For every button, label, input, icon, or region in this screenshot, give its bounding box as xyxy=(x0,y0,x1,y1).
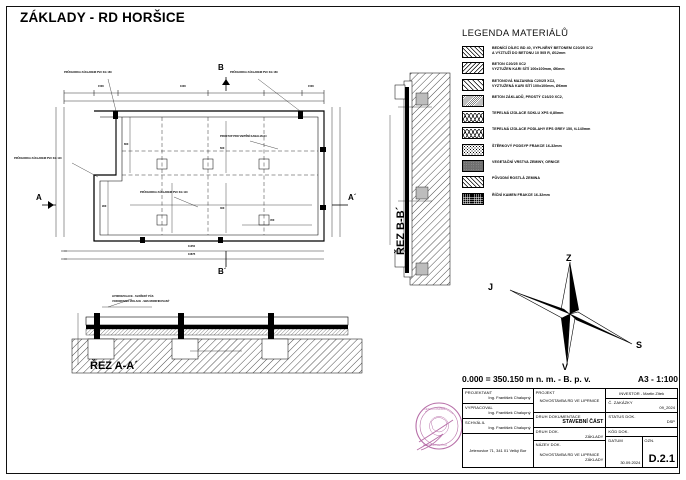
field-label: DATUM xyxy=(608,438,623,443)
svg-text:ČESKÁ KOMORA: ČESKÁ KOMORA xyxy=(424,408,446,411)
legend-item-text xyxy=(492,45,593,56)
title-block xyxy=(462,388,678,468)
legend-item xyxy=(462,45,678,58)
legend-item xyxy=(462,192,678,205)
plan-annotation: PRŮCHODKA ZÁKLADEM PVC KG 110 xyxy=(140,191,188,194)
dimension-value: 10875 xyxy=(188,253,196,256)
legend-line: VYZTUŽENÁ KARI SÍTÍ 100x100mm, Ø6mm xyxy=(492,83,568,88)
paper-scale: A3 - 1:100 xyxy=(637,374,678,384)
legend-line: A VÝZTUŽÍ DO BETONU 10 505 R, Ø12mm xyxy=(492,51,566,55)
page-title: ZÁKLADY - RD HORŠICE xyxy=(20,10,186,25)
drawing-number: D.2.1 xyxy=(648,453,675,465)
drawing-area xyxy=(12,55,452,375)
legend-swatch-black-grid-stone xyxy=(462,193,484,205)
dimension-value: 800 xyxy=(124,143,129,146)
title-block-col-author xyxy=(463,389,534,467)
section-title-aa: ŘEZ A-A´ xyxy=(90,360,138,372)
field-kod xyxy=(606,428,677,437)
compass-rose-svg xyxy=(470,262,670,372)
dimension-value: 1500 xyxy=(98,85,104,88)
field-value: ZÁKLADY xyxy=(585,434,604,439)
field-value: Ing. František Chalupný xyxy=(488,410,531,415)
plan-annotation: PRŮCHODKA ZÁKLADEM PVC KG 160 xyxy=(230,71,278,74)
legend-swatch-hatch-fine-diagonal xyxy=(462,95,484,107)
field-projektant xyxy=(463,389,533,404)
field-schvalil xyxy=(463,419,533,434)
legend-swatch-zigzag-insulation xyxy=(462,127,484,139)
plan-annotation: PROSTUP PRO VNITŘNÍ KANALIZACI xyxy=(220,135,267,138)
field-datum-ozn xyxy=(606,437,677,467)
title-block-col-project xyxy=(534,389,607,467)
legend-item xyxy=(462,159,678,172)
compass-label-west: J xyxy=(488,282,494,292)
legend-line: TEPELNÁ IZOLACE SOKLU XPS tl,80mm xyxy=(492,111,564,116)
legend-title: LEGENDA MATERIÁLŮ xyxy=(462,28,569,39)
legend-line: TEPELNÁ IZOLACE PODLAHY EPS GREY 150, tL140mm xyxy=(492,127,591,132)
legend-swatch-zigzag-insulation xyxy=(462,111,484,123)
field-label: PROJEKT xyxy=(535,390,555,395)
legend-line: VYZTUŽEN KARI SÍTÍ 100x100mm, Ø6mm xyxy=(492,67,565,72)
field-nazev-dok xyxy=(534,441,606,467)
legend-item-text xyxy=(492,94,563,100)
field-value: Ing. František Chalupný xyxy=(488,425,531,430)
field-label: Č. ZAKÁZKY xyxy=(608,400,633,405)
field-value: NOVOSTAVBA RD VE LIPRNICE xyxy=(539,398,600,403)
title-block-col-meta xyxy=(606,389,677,467)
legend-swatch-hatch-diagonal-right xyxy=(462,176,484,188)
plan-annotation: PRŮCHODKA ZÁKLADEM PVC KG 110 xyxy=(14,157,62,160)
field-label: STATUS DOK. xyxy=(608,414,636,419)
legend-item xyxy=(462,126,678,139)
legend-line: BETON ZÁKLADŮ, PROSTÝ C16/20 XC2, xyxy=(492,94,563,99)
field-label: OZN. xyxy=(644,438,655,443)
legend-item-text xyxy=(492,126,590,132)
compass-rose xyxy=(470,253,670,372)
field-value: STAVEBNÍ ČÁST xyxy=(562,419,604,425)
legend-item xyxy=(462,94,678,107)
legend-line: ŘÍČNÍ KAMEN FRAKCE 16-32mm xyxy=(492,192,550,197)
legend-line: ŠTĚRKOVÝ PODSYP FRAKCE 16-32mm xyxy=(492,143,562,148)
legend-swatch-hatch-diagonal-left xyxy=(462,62,484,74)
dimension-value: 1500 xyxy=(308,85,314,88)
legend-item xyxy=(462,61,678,74)
field-label: KÓD DOK. xyxy=(608,429,629,434)
field-value: Ing. František Chalupný xyxy=(488,395,531,400)
legend-item-text xyxy=(492,159,560,165)
legend-item xyxy=(462,78,678,91)
field-status xyxy=(606,413,677,428)
dimension-value: 1000 xyxy=(180,85,186,88)
field-druh-dokumentace xyxy=(534,413,606,428)
dimension-value: 900 xyxy=(102,205,107,208)
datum-note: 0.000 = 350.150 m n. m. - B. p. v. xyxy=(462,374,591,384)
field-value: 30.09.2024 xyxy=(620,460,641,465)
field-label: SCHVÁLIL xyxy=(465,420,486,425)
field-label: VYPRACOVAL xyxy=(465,405,493,410)
compass-label-east: S xyxy=(636,340,643,350)
field-value: NOVOSTAVBA RD VE LIPRNICE xyxy=(539,452,600,457)
field-value: 09_2024 xyxy=(659,405,675,410)
legend-swatch-hatch-diagonal-right-wide xyxy=(462,79,484,91)
legend-item xyxy=(462,110,678,123)
field-zakazka xyxy=(606,399,677,413)
legend-line: PŮVODNÍ ROSTLÁ ZEMINA xyxy=(492,176,540,181)
legend-swatch-hatch-diagonal-right xyxy=(462,46,484,58)
plan-and-sections-svg xyxy=(12,55,452,375)
legend-line: BETONOVÁ MAZANINA C20/25 XC2, xyxy=(492,78,556,83)
section-mark-b-bottom: B´ xyxy=(218,267,227,276)
legend-item xyxy=(462,143,678,156)
field-label: PROJEKTANT xyxy=(465,390,493,395)
field-vypracoval xyxy=(463,404,533,419)
legend-item-text xyxy=(492,175,540,181)
field-label: DRUH DOKUMENTACE xyxy=(535,414,581,419)
cell-divider xyxy=(642,437,643,467)
section-title-bb: ŘEZ B-B´ xyxy=(395,206,407,255)
legend-line: BETON C20/25 XC2 xyxy=(492,62,526,67)
dimension-value: 600 xyxy=(220,147,225,150)
legend-item-text xyxy=(492,192,550,198)
legend-item-text xyxy=(492,61,565,72)
legend-line: BEDNÍCÍ DÍLEC BD 40, VYPLNĚNÝ BETONEM C20/25 XC2 xyxy=(492,46,593,50)
field-label: NÁZEV DOK. xyxy=(535,442,561,447)
legend-item-text xyxy=(492,110,564,116)
section-mark-b-top: B xyxy=(218,63,224,72)
field-value: DSP xyxy=(666,419,675,424)
field-label: DRUH DOK. xyxy=(535,429,559,434)
field-value: ZÁKLADY xyxy=(585,457,604,462)
compass-label-north: Z xyxy=(566,253,572,263)
field-value: Jetenovice 71, 341 01 Velký Bor xyxy=(469,448,527,453)
field-druh-dok xyxy=(534,428,606,441)
dimension-value: 300 xyxy=(220,207,225,210)
legend-line: VEGETAČNÍ VRSTVA ZEMINY, ORNICE xyxy=(492,160,560,165)
legend-item-text xyxy=(492,78,567,89)
legend-swatch-dotted-gravel xyxy=(462,144,484,156)
legend-swatch-solid-grey-soil xyxy=(462,160,484,172)
materials-legend xyxy=(462,28,678,208)
legend-item-text xyxy=(492,143,562,149)
svg-text:AUTORIZOVANÝCH: AUTORIZOVANÝCH xyxy=(423,444,447,447)
field-address xyxy=(463,434,533,467)
section-mark-a-left: A xyxy=(36,193,42,202)
dimension-value: 450 xyxy=(270,219,275,222)
section-annotation: VODOROVNÁ IZOLACE - SBS MODIFIKOVANÝ xyxy=(112,300,170,303)
section-mark-a-right: A´ xyxy=(348,193,357,202)
section-annotation: HYDROIZOLACE - SVAŘENÝ PÁS xyxy=(112,295,154,298)
field-value: INVESTOR - Martin Zitek xyxy=(619,391,665,396)
field-investor xyxy=(606,389,677,399)
plan-annotation: PRŮCHODKA ZÁKLADEM PVC KG 160 xyxy=(64,71,112,74)
scale-row xyxy=(462,374,678,384)
compass-label-south: V xyxy=(562,362,569,372)
dimension-value: 11250 xyxy=(188,245,196,248)
field-projekt xyxy=(534,389,606,413)
legend-item xyxy=(462,175,678,188)
